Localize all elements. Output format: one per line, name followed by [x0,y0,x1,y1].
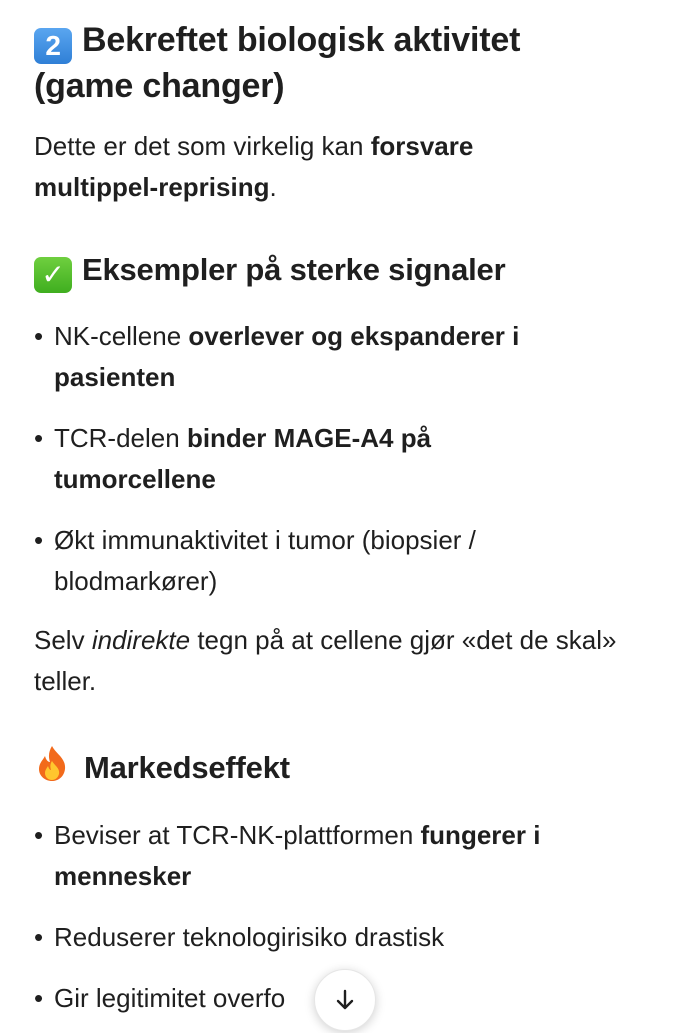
item-text: Økt immunaktivitet i tumor (biopsier / blodmarkører) [54,525,476,596]
item-bold: binder MAGE-A4 på tumorcellene [54,423,432,494]
check-mark-icon: ✓ [34,257,72,293]
section-heading-2 [34,18,664,109]
item-text: Gir legitimitet overfo [54,983,286,1013]
list-item [34,520,584,602]
intro-bold: forsvare multippel-reprising [34,131,474,202]
note-text: Selv [34,625,92,655]
bullet-dot: • [34,525,44,555]
note-text-cont: tegn på at cellene gjør «det de skal» teller. [34,625,617,696]
fire-icon [34,744,74,792]
market-heading [34,744,664,792]
scroll-to-bottom-button[interactable] [314,969,376,1031]
item-text: Beviser at TCR-NK-plattformen [54,820,421,850]
item-bold: overlever og ekspanderer i pasienten [54,321,520,392]
item-bold: fungerer i mennesker [54,820,541,891]
bullet-dot: • [34,321,44,351]
intro-end: . [269,172,277,202]
list-item [34,917,624,958]
heading-text: Markedseffekt [84,750,290,785]
heading-text: Bekreftet biologisk aktivitet [82,21,521,59]
item-text: NK-cellene [54,321,189,351]
note-paragraph [34,620,644,702]
strong-signals-list [34,316,594,602]
message-content [34,18,664,1019]
heading-text: Eksempler på sterke signaler [82,252,506,287]
keycap-2-icon: 2 [34,28,72,64]
intro-text: Dette er det som virkelig kan [34,131,371,161]
list-item [34,418,514,500]
bullet-dot: • [34,820,44,850]
item-text: TCR-delen [54,423,187,453]
heading-text-cont: (game changer) [34,67,285,105]
arrow-down-icon [334,988,356,1012]
item-text: Reduserer teknologirisiko drastisk [54,922,445,952]
bullet-dot: • [34,983,44,1013]
bullet-dot: • [34,423,44,453]
intro-paragraph [34,126,594,208]
strong-signals-heading [34,250,664,293]
bullet-dot: • [34,922,44,952]
list-item [34,316,594,398]
list-item [34,815,624,897]
note-italic: indirekte [91,625,191,655]
